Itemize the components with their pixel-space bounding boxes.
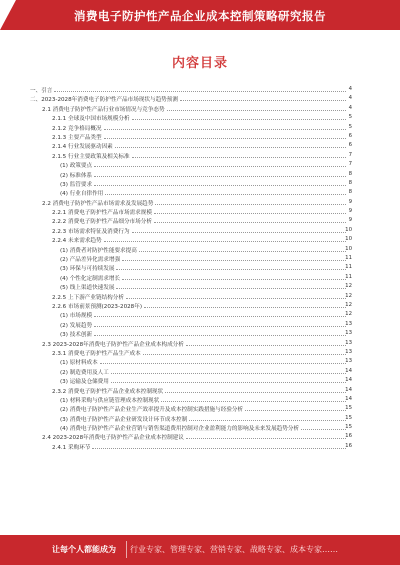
header-bar — [0, 0, 400, 30]
toc-leader-dots — [189, 420, 346, 421]
footer-divider — [126, 541, 127, 558]
toc-entry-text: (4) 个性化定制需求增长 — [60, 275, 121, 282]
toc-leader-dots — [104, 241, 346, 242]
toc-page-number: 10 — [345, 245, 352, 252]
footer-roles: 行业专家、管理专家、营销专家、战略专家、成本专家…… — [130, 545, 338, 554]
toc-entry-text: (1) 材料采购与供应链管理成本控制现状 — [60, 397, 160, 404]
toc-entry-text: 2.2 消费电子防护性产品市场需求及发展趋势 — [42, 200, 154, 207]
toc-leader-dots — [100, 363, 346, 364]
toc-entry[interactable] — [30, 414, 352, 423]
toc-page-number: 4 — [348, 95, 352, 102]
toc-page-number: 14 — [345, 367, 352, 374]
toc-leader-dots — [105, 194, 346, 195]
toc-entry[interactable] — [30, 310, 352, 319]
toc-entry[interactable] — [30, 216, 352, 225]
toc-leader-dots — [116, 269, 346, 270]
toc-entry-text: 2.2.5 上下游产业链结构分析 — [52, 294, 124, 301]
toc-entry-text: (2) 消费电子防护性产品企业生产效率提升及成本控制实践措施与经验分析 — [60, 407, 244, 414]
toc-entry-text: (2) 发展趋势 — [60, 322, 93, 329]
toc-entry[interactable] — [30, 348, 352, 357]
toc-entry-text: (3) 技术创新 — [60, 332, 93, 339]
toc-entry[interactable] — [30, 198, 352, 207]
toc-entry[interactable] — [30, 376, 352, 385]
toc-page-number: 13 — [345, 320, 352, 327]
toc-leader-dots — [122, 279, 346, 280]
toc-leader-dots — [115, 147, 346, 148]
toc-page-number: 14 — [345, 386, 352, 393]
toc-leader-dots — [186, 438, 346, 439]
toc-entry-text: 2.2.2 消费电子防护性产品细分市场分析 — [52, 219, 152, 226]
toc-entry[interactable] — [30, 245, 352, 254]
toc-page-number: 6 — [348, 132, 352, 139]
toc-leader-dots — [167, 110, 346, 111]
toc-entry[interactable] — [30, 94, 352, 103]
toc-page-number: 12 — [345, 311, 352, 318]
toc-page-number: 14 — [345, 377, 352, 384]
toc-entry[interactable] — [30, 170, 352, 179]
toc-page-number: 11 — [345, 273, 352, 280]
toc-entry-text: (1) 消费者对防护性能要求提高 — [60, 247, 137, 254]
toc-page-number: 13 — [345, 330, 352, 337]
toc-leader-dots — [132, 119, 346, 120]
toc-entry[interactable] — [30, 367, 352, 376]
toc-leader-dots — [132, 232, 346, 233]
toc-entry[interactable] — [30, 395, 352, 404]
toc-entry-text: (1) 市场规模 — [60, 313, 93, 320]
toc-page-number: 12 — [345, 283, 352, 290]
toc-page-number: 8 — [348, 189, 352, 196]
toc-entry-text: (2) 标准体系 — [60, 172, 93, 179]
toc-page-number: 9 — [348, 208, 352, 215]
toc-entry-text: (4) 行业自律作用 — [60, 191, 104, 198]
toc-entry-text: 二、2023-2028年消费电子防护性产品市场现状与趋势预测 — [30, 97, 178, 104]
toc-leader-dots — [165, 392, 346, 393]
toc-entry[interactable] — [30, 113, 352, 122]
toc-leader-dots — [126, 298, 346, 299]
toc-entry-text: 2.3.1 消费电子防护性产品生产成本 — [52, 350, 141, 357]
toc-page-number: 13 — [345, 348, 352, 355]
toc-entry-text: 2.1.5 行业主要政策及相关标准 — [52, 153, 130, 160]
toc-entry-text: 2.2.4 未来需求趋势 — [52, 238, 102, 245]
toc-leader-dots — [94, 166, 346, 167]
toc-entry-text: (1) 政策要点 — [60, 163, 93, 170]
toc-entry-text: (1) 原材料成本 — [60, 360, 98, 367]
toc-entry[interactable] — [30, 357, 352, 366]
toc-entry-text: (3) 环保与可持续发展 — [60, 266, 115, 273]
toc-entry[interactable] — [30, 339, 352, 348]
table-of-contents — [30, 85, 352, 451]
toc-entry[interactable] — [30, 301, 352, 310]
toc-entry[interactable] — [30, 432, 352, 441]
toc-entry-text: (3) 监管要求 — [60, 181, 93, 188]
toc-entry[interactable] — [30, 423, 352, 432]
toc-entry-text: 2.2.3 市场需求特征及消费行为 — [52, 228, 130, 235]
toc-entry-text: (3) 消费电子防护性产品企业研发设计环节成本控制 — [60, 416, 188, 423]
toc-leader-dots — [143, 354, 346, 355]
toc-entry[interactable] — [30, 188, 352, 197]
toc-leader-dots — [104, 138, 346, 139]
toc-page-number: 8 — [348, 170, 352, 177]
toc-page-number: 9 — [348, 198, 352, 205]
toc-leader-dots — [154, 213, 346, 214]
toc-entry-text: 2.4.1 采购环节 — [52, 444, 91, 451]
toc-page-number: 7 — [348, 161, 352, 168]
toc-leader-dots — [155, 204, 346, 205]
toc-entry[interactable] — [30, 320, 352, 329]
toc-page-number: 14 — [345, 395, 352, 402]
toc-page-number: 13 — [345, 339, 352, 346]
toc-entry[interactable] — [30, 179, 352, 188]
toc-entry[interactable] — [30, 386, 352, 395]
toc-entry[interactable] — [30, 123, 352, 132]
toc-page-number: 7 — [348, 151, 352, 158]
toc-page-number: 11 — [345, 264, 352, 271]
toc-entry[interactable] — [30, 207, 352, 216]
toc-entry[interactable] — [30, 104, 352, 113]
toc-page-number: 15 — [345, 424, 352, 431]
toc-entry[interactable] — [30, 235, 352, 244]
toc-entry-text: 2.2.6 市场前景预测(2023-2028年) — [52, 303, 143, 310]
toc-entry[interactable] — [30, 254, 352, 263]
toc-entry[interactable] — [30, 226, 352, 235]
toc-page-number: 12 — [345, 292, 352, 299]
toc-entry-text: (4) 消费电子防护性产品企业营销与销售渠道费用控制对企业盈利能力的影响及未来发展趋势分析 — [60, 426, 300, 433]
toc-leader-dots — [111, 373, 346, 374]
toc-page-number: 4 — [348, 86, 352, 92]
toc-entry-text: 一、引言 — [30, 88, 53, 94]
toc-entry[interactable] — [30, 263, 352, 272]
toc-page-number: 11 — [345, 255, 352, 262]
report-title: 消费电子防护性产品企业成本控制策略研究报告 — [74, 9, 326, 23]
toc-entry[interactable] — [30, 141, 352, 150]
toc-entry-text: (2) 产品差异化需求增强 — [60, 257, 121, 264]
toc-entry[interactable] — [30, 151, 352, 160]
toc-leader-dots — [54, 91, 346, 92]
toc-page-number: 16 — [345, 442, 352, 449]
toc-entry-text: 2.1.1 全球及中国市场规模分析 — [52, 116, 130, 123]
toc-page-number: 10 — [345, 236, 352, 243]
toc-leader-dots — [94, 185, 346, 186]
toc-leader-dots — [186, 345, 346, 346]
toc-entry[interactable] — [30, 329, 352, 338]
toc-entry-text: 2.2.1 消费电子防护性产品市场需求规模 — [52, 210, 152, 217]
toc-page-number: 12 — [345, 301, 352, 308]
toc-entry[interactable] — [30, 404, 352, 413]
toc-page-number: 4 — [348, 104, 352, 111]
toc-entry[interactable] — [30, 442, 352, 451]
toc-page-number: 16 — [345, 433, 352, 440]
toc-entry[interactable] — [30, 160, 352, 169]
toc-entry-text: 2.1.2 竞争格局概况 — [52, 125, 102, 132]
toc-entry-text: 2.1.4 行业发展驱动因素 — [52, 144, 113, 151]
toc-entry-text: 2.3 2023-2028年消费电子防护性产品企业成本构成分析 — [42, 341, 184, 348]
toc-leader-dots — [94, 326, 346, 327]
toc-page-number: 5 — [348, 123, 352, 130]
toc-entry[interactable] — [30, 282, 352, 291]
toc-leader-dots — [154, 222, 346, 223]
toc-page-number: 8 — [348, 179, 352, 186]
toc-leader-dots — [94, 335, 346, 336]
toc-leader-dots — [161, 401, 346, 402]
toc-leader-dots — [180, 100, 346, 101]
toc-page-number: 5 — [348, 114, 352, 121]
toc-leader-dots — [132, 157, 346, 158]
toc-entry-text: (2) 制造费用及人工 — [60, 369, 109, 376]
toc-leader-dots — [94, 316, 346, 317]
toc-entry-text: 2.4 2023-2028年消费电子防护性产品企业成本控制建议 — [42, 435, 184, 442]
toc-entry[interactable] — [30, 292, 352, 301]
toc-entry-text: (3) 运输及仓储费用 — [60, 379, 109, 386]
toc-leader-dots — [94, 176, 346, 177]
toc-page-number: 15 — [345, 414, 352, 421]
toc-page-number: 10 — [345, 226, 352, 233]
toc-heading: 内容目录 — [171, 56, 228, 71]
toc-leader-dots — [111, 382, 346, 383]
toc-page-number: 6 — [348, 142, 352, 149]
toc-entry[interactable] — [30, 132, 352, 141]
toc-entry-text: (5) 线上渠道快速发展 — [60, 285, 115, 292]
toc-leader-dots — [122, 260, 346, 261]
toc-leader-dots — [301, 429, 346, 430]
toc-entry-text: 2.3.2 消费电子防护性产品企业成本控制现状 — [52, 388, 164, 395]
toc-leader-dots — [104, 129, 346, 130]
footer-bar — [0, 535, 400, 565]
toc-leader-dots — [139, 251, 346, 252]
toc-leader-dots — [92, 448, 346, 449]
toc-leader-dots — [144, 307, 346, 308]
toc-leader-dots — [245, 410, 346, 411]
toc-page-number: 15 — [345, 405, 352, 412]
toc-entry[interactable] — [30, 85, 352, 94]
toc-entry-text: 2.1 消费电子防护性产品行业市场情况与竞争态势 — [42, 106, 165, 113]
footer-slogan: 让每个人都能成为 — [52, 545, 116, 554]
toc-page-number: 9 — [348, 217, 352, 224]
toc-entry-text: 2.1.3 主要产品类型 — [52, 134, 102, 141]
toc-entry[interactable] — [30, 273, 352, 282]
toc-leader-dots — [116, 288, 346, 289]
toc-page-number: 13 — [345, 358, 352, 365]
